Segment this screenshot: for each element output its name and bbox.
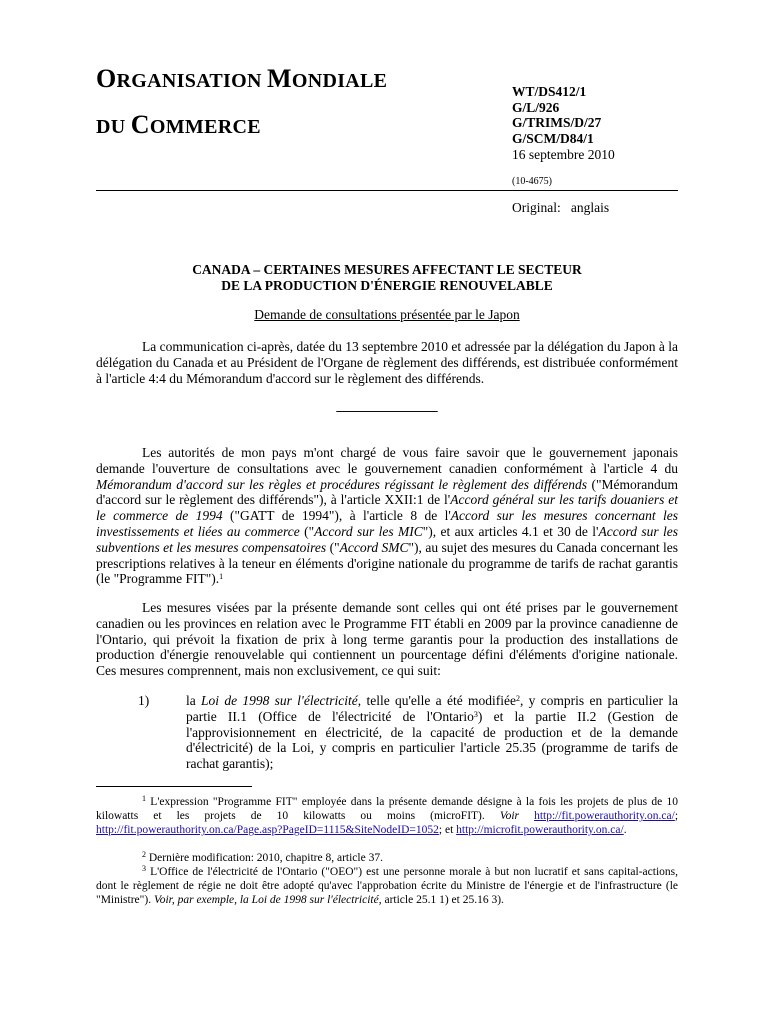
document-number: (10-4675) (512, 176, 552, 187)
footnote-ref-1: 1 (219, 572, 224, 582)
document-date: 16 septembre 2010 (512, 147, 615, 162)
symbol-gl: G/L/926 (512, 99, 560, 115)
footnote-3: $^3$ L'Office de l'électricité de l'Ontario ("OEO") est une personne morale à but non lucratif et sans capital-actions, dont le règlement de régie ne doit être adopté qu'avec l'approbation écrite du Ministre de l'énergie et de l'infrastructure (le "Ministre"). Voir, par exemple, la Loi de 1998 sur l'électricité, article 25.1 1) et 25.16 3). (96, 864, 678, 907)
measures-paragraph: Les mesures visées par la présente demande sont celles qui ont été prises par le gouvernement canadien ou les provinces en relation avec le Programme FIT établi en 2009 par la province canadienne de l'Ontario, qui prévoit la fixation de prix à long terme garantis pour la production des installations de production d'énergie renouvelable qui contiennent un pourcentage défini d'éléments d'origine nationale. Ces mesures comprennent, mais non exclusivement, ce qui suit: (96, 600, 678, 679)
footnote-ref-2: 2 (515, 694, 520, 703)
list-item-number: 1) (138, 693, 150, 708)
separator: _______________ (336, 398, 438, 413)
document-symbols (512, 84, 615, 163)
footnote-1: $^1$ L'expression "Programme FIT" employée dans la présente demande désigne à la fois les projets de plus de 10 kilowatts et les projets de 10 kilowatts ou moins (microFIT). Voir http://fit.powerauthority.on.ca/; http://fit.powerauthority.on.ca/Page.asp?PageID=1115&SiteNodeID=1052; et http://microfit.powerauthority.on.ca/. (96, 794, 679, 837)
original-language: Original: anglais (512, 200, 610, 215)
document-subtitle: Demande de consultations présentée par le Japon (254, 307, 520, 322)
footnote-link-microfit[interactable]: http://microfit.powerauthority.on.ca/ (456, 824, 624, 837)
intro-paragraph: La communication ci-après, datée du 13 septembre 2010 et adressée par la délégation du Japon à la délégation du Canada et au Président de l'Organe de règlement des différends, est distribuée conformément à l'article 4:4 du Mémorandum d'accord sur le règlement des différends. (96, 339, 678, 386)
organisation-name-line1: ORGANISATION MONDIALE (96, 64, 388, 93)
footnote-divider (96, 786, 252, 787)
footnote-link-fit[interactable]: http://fit.powerauthority.on.ca/ (534, 810, 675, 823)
list-item: la Loi de 1998 sur l'électricité, telle qu'elle a été modifiée$^2$, y compris en particulier la partie II.1 (Office de l'électricité de l'Ontario$^3$) et la partie II.2 (Gestion de l'approvisionnement en électricité, de la capacité de production et de la demande d'électricité) de la Loi, y compris en particulier l'article 25.35 (programme de tarifs de rachat garantis); (186, 693, 678, 772)
footnote-2: $^2$ Dernière modification: 2010, chapitre 8, article 37. (142, 850, 383, 864)
footnote-link-fit-page[interactable]: http://fit.powerauthority.on.ca/Page.asp?PageID=1115&SiteNodeID=1052 (96, 824, 439, 837)
organisation-name-line2: DU COMMERCE (96, 110, 261, 139)
request-paragraph: Les autorités de mon pays m'ont chargé de vous faire savoir que le gouvernement japonais demande l'ouverture de consultations avec le gouvernement canadien conformément à l'article 4 du Mémorandum d'accord sur les règles et procédures régissant le règlement des différends ("Mémorandum d'accord sur le règlement des différends"), à l'article XXII:1 de l'Accord général sur les tarifs douaniers et le commerce de 1994 ("GATT de 1994"), à l'article 8 de l'Accord sur les mesures concernant les investissements et liées au commerce ("Accord sur les MIC"), et aux articles 4.1 et 30 de l'Accord sur les subventions et les mesures compensatoires ("Accord SMC"), au sujet des mesures du Canada concernant les prescriptions relatives à la teneur en éléments d'origine nationale du programme de tarifs de rachat garantis (le "Programme FIT").$^1$ (96, 445, 679, 587)
symbol-ds: WT/DS412/1 (512, 84, 587, 99)
header-divider (96, 190, 678, 191)
document-title: CANADA – CERTAINES MESURES AFFECTANT LE SECTEUR DE LA PRODUCTION D'ÉNERGIE RENOUVELABLE (192, 262, 582, 293)
footnote-ref-3: 3 (473, 709, 478, 719)
symbol-scm: G/SCM/D84/1 (512, 130, 594, 146)
symbol-trims: G/TRIMS/D/27 (512, 115, 602, 130)
